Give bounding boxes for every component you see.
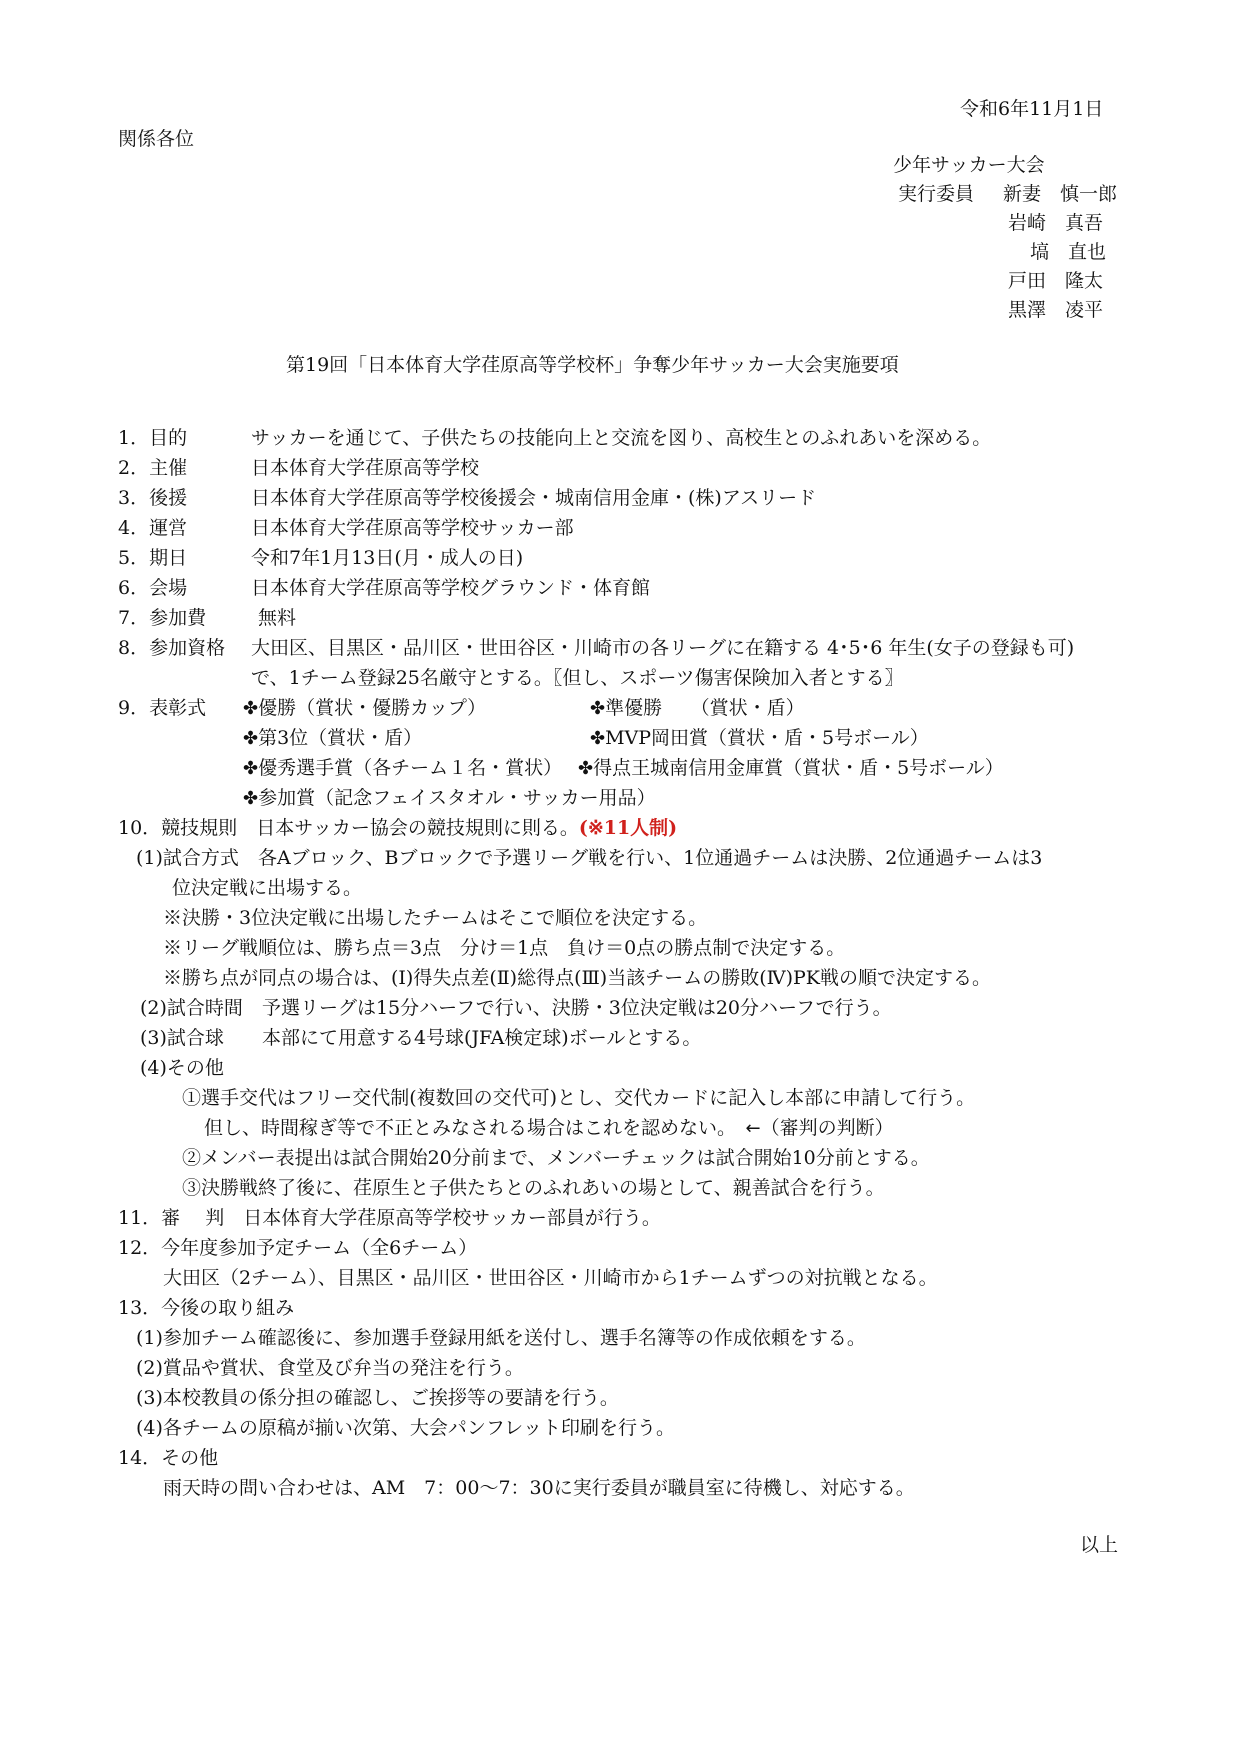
rule-4-item: ①選手交代はフリー交代制(複数回の交代可)とし、交代カードに記入し本部に申請して行う。 — [182, 1087, 976, 1109]
section-7-number: 7．参加費 — [118, 607, 207, 629]
rule-3-label: (3)試合球 — [140, 1027, 224, 1049]
award-label: MVP岡田賞（賞状・盾・5号ボール） — [605, 727, 929, 749]
sender-org: 少年サッカー大会 — [893, 154, 1045, 176]
section-2-number: 2．主催 — [118, 457, 188, 479]
award-bullet-icon: ✤ — [578, 758, 594, 779]
section-9-number: 9．表彰式 — [118, 697, 207, 719]
award-item — [243, 725, 422, 752]
rule-1-text: 各Aブロック、Bブロックで予選リーグ戦を行い、1位通過チームは決勝、2位通過チームは3 — [257, 847, 1043, 869]
section-14-number: 14．その他 — [118, 1447, 219, 1469]
section-13-number: 13．今後の取り組み — [118, 1297, 295, 1319]
section-10-text: 日本サッカー協会の競技規則に則る。 — [256, 817, 579, 839]
task-item: (2)賞品や賞状、食堂及び弁当の発注を行う。 — [136, 1357, 524, 1379]
document-date: 令和6年11月1日 — [960, 98, 1104, 120]
section-4-text: 日本体育大学荏原高等学校サッカー部 — [251, 517, 574, 539]
award-item — [243, 695, 486, 722]
rule-4-item: ③決勝戦終了後に、荏原生と子供たちとのふれあいの場として、親善試合を行う。 — [182, 1177, 885, 1199]
award-bullet-icon: ✤ — [590, 728, 606, 749]
rule-3-text: 本部にて用意する4号球(JFA検定球)ボールとする。 — [261, 1027, 702, 1049]
award-label: 優秀選手賞（各チーム１名・賞状） — [258, 757, 563, 779]
section-3-text: 日本体育大学荏原高等学校後援会・城南信用金庫・(株)アスリード — [251, 487, 817, 509]
rule-1-continuation: 位決定戦に出場する。 — [172, 877, 363, 899]
sender-role: 実行委員 — [898, 183, 975, 205]
addressee: 関係各位 — [118, 128, 195, 150]
rule-1-line — [136, 845, 1042, 871]
award-label: 第3位（賞状・盾） — [258, 727, 423, 749]
section-1-text: サッカーを通じて、子供たちの技能向上と交流を図り、高校生とのふれあいを深める。 — [251, 427, 992, 449]
award-item — [578, 755, 1004, 782]
section-2-text: 日本体育大学荏原高等学校 — [251, 457, 480, 479]
rule-4-item: ②メンバー表提出は試合開始20分前まで、メンバーチェックは試合開始10分前とする。 — [182, 1147, 930, 1169]
rule-4-referee-note: （審判の判断） — [760, 1117, 894, 1139]
document-title: 第19回「日本体育大学荏原高等学校杯」争奪少年サッカー大会実施要項 — [286, 354, 899, 376]
section-12-number: 12．今年度参加予定チーム（全6チーム） — [118, 1237, 478, 1259]
section-11-number: 11．審 判 — [118, 1207, 225, 1229]
award-label: 準優勝 （賞状・盾） — [605, 697, 805, 719]
section-6-text: 日本体育大学荏原高等学校グラウンド・体育館 — [251, 577, 651, 599]
rule-3-line — [140, 1025, 701, 1051]
section-5-text: 令和7年1月13日(月・成人の日) — [251, 547, 524, 569]
sender-member: 岩崎 真吾 — [1008, 212, 1104, 234]
left-arrow-icon: ← — [745, 1118, 761, 1139]
section-12-text: 大田区（2チーム）、目黒区・品川区・世田谷区・川崎市から1チームずつの対抗戦となる。 — [163, 1267, 938, 1289]
award-item — [243, 785, 656, 812]
rule-2-line — [140, 995, 892, 1021]
award-item — [243, 755, 562, 782]
section-11-text: 日本体育大学荏原高等学校サッカー部員が行う。 — [243, 1207, 661, 1229]
section-10-heading — [118, 815, 677, 841]
award-label: 参加賞（記念フェイスタオル・サッカー用品） — [258, 787, 656, 809]
rule-1-label: (1)試合方式 — [136, 847, 239, 869]
section-5-number: 5．期日 — [118, 547, 188, 569]
sender-member: 新妻 慎一郎 — [1003, 183, 1118, 205]
award-bullet-icon: ✤ — [243, 788, 259, 809]
section-6-number: 6．会場 — [118, 577, 188, 599]
section-14-text: 雨天時の問い合わせは、AM 7：00〜7：30に実行委員が職員室に待機し、対応する。 — [163, 1477, 915, 1499]
award-bullet-icon: ✤ — [243, 698, 259, 719]
award-bullet-icon: ✤ — [243, 758, 259, 779]
rule-4-caveat: 但し、時間稼ぎ等で不正とみなされる場合はこれを認めない。 — [204, 1117, 727, 1139]
section-11-line — [118, 1205, 661, 1231]
award-label: 優勝（賞状・優勝カップ） — [258, 697, 487, 719]
award-item — [590, 725, 929, 752]
section-8-line1: 大田区、目黒区・品川区・世田谷区・川崎市の各リーグに在籍する 4･5･6 年生(女子の登録も可) — [251, 637, 1075, 659]
rule-4-label: (4)その他 — [140, 1057, 224, 1079]
sender-member: 黒澤 凌平 — [1008, 299, 1104, 321]
sender-member: 塙 直也 — [1030, 241, 1107, 263]
section-10-note: (※11人制) — [578, 817, 678, 839]
section-8-line2: で、1チーム登録25名厳守とする。〖但し、スポーツ傷害保険加入者とする〗 — [251, 667, 904, 689]
task-item: (3)本校教員の係分担の確認し、ご挨拶等の要請を行う。 — [136, 1387, 619, 1409]
rule-1-note: ※リーグ戦順位は、勝ち点＝3点 分け＝1点 負け＝0点の勝点制で決定する。 — [163, 937, 846, 959]
rule-1-note: ※勝ち点が同点の場合は、(Ⅰ)得失点差(Ⅱ)総得点(Ⅲ)当該チームの勝敗(Ⅳ)PK戦の順で決定する。 — [163, 967, 992, 989]
sender-member: 戸田 隆太 — [1008, 270, 1104, 292]
award-item — [590, 695, 805, 722]
rule-2-text: 予選リーグは15分ハーフで行い、決勝・3位決定戦は20分ハーフで行う。 — [261, 997, 892, 1019]
section-10-number: 10．競技規則 — [118, 817, 238, 839]
task-item: (4)各チームの原稿が揃い次第、大会パンフレット印刷を行う。 — [136, 1417, 675, 1439]
award-label: 得点王城南信用金庫賞（賞状・盾・5号ボール） — [593, 757, 1004, 779]
award-bullet-icon: ✤ — [590, 698, 606, 719]
rule-1-note: ※決勝・3位決定戦に出場したチームはそこで順位を決定する。 — [163, 907, 708, 929]
rule-2-label: (2)試合時間 — [140, 997, 243, 1019]
section-4-number: 4．運営 — [118, 517, 188, 539]
section-3-number: 3．後援 — [118, 487, 188, 509]
task-item: (1)参加チーム確認後に、参加選手登録用紙を送付し、選手名簿等の作成依頼をする。 — [136, 1327, 866, 1349]
section-1-number: 1．目的 — [118, 427, 188, 449]
rule-4-item-continuation — [204, 1115, 894, 1142]
award-bullet-icon: ✤ — [243, 728, 259, 749]
closing-mark: 以上 — [1080, 1534, 1119, 1556]
section-8-number: 8．参加資格 — [118, 637, 226, 659]
section-7-text: 無料 — [258, 607, 297, 629]
